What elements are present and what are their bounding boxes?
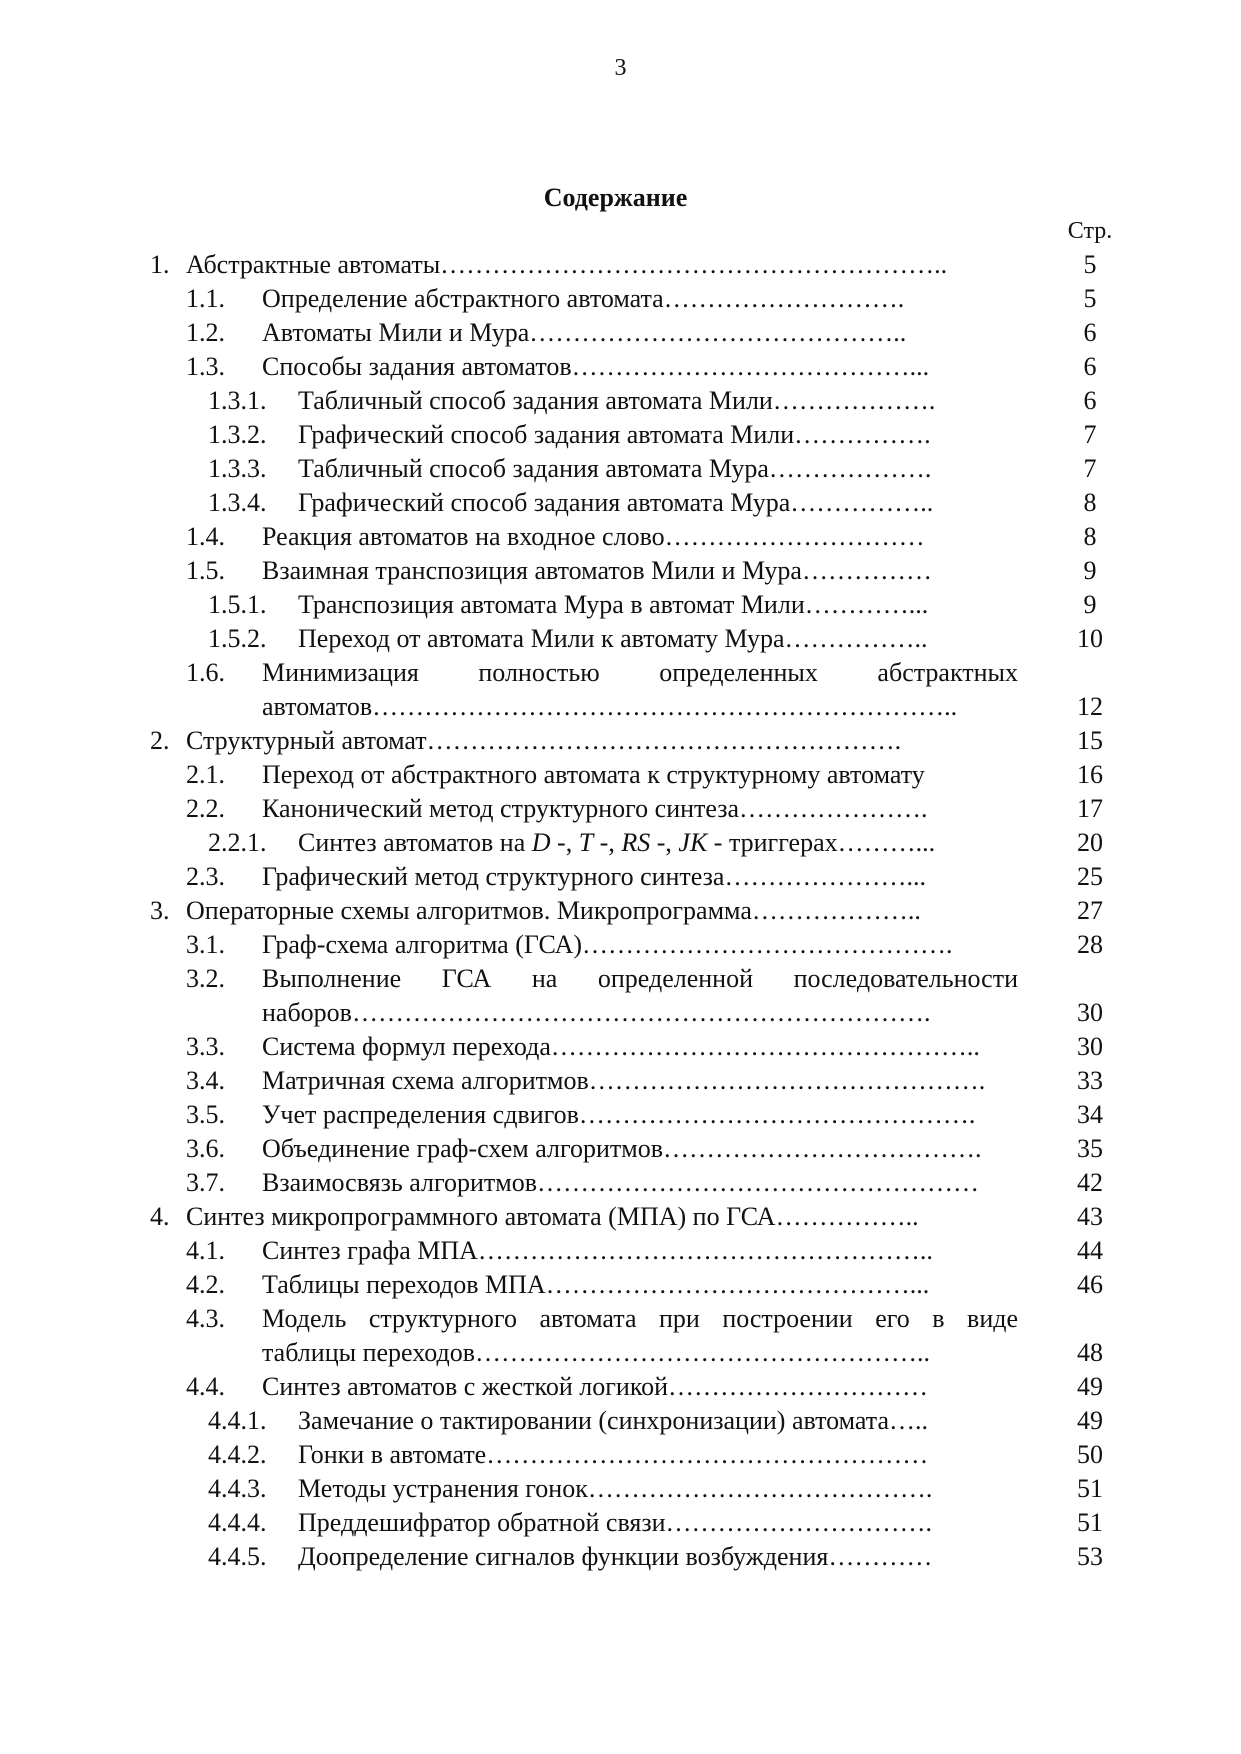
entry-title: Графический способ задания автомата Мили……………. <box>298 420 931 449</box>
entry-number: 4.4.1. <box>208 1406 267 1435</box>
entry-number: 4.4.3. <box>208 1474 267 1503</box>
toc-entry[interactable] <box>0 826 1241 860</box>
entry-title-line-2: таблицы переходов…………………………………………….. <box>262 1338 930 1367</box>
toc-entry[interactable] <box>0 350 1241 384</box>
entry-page: 5 <box>1083 250 1097 279</box>
page-title <box>0 183 1241 213</box>
entry-number: 4.4.4. <box>208 1508 267 1537</box>
entry-number: 1.3.1. <box>208 386 267 415</box>
entry-page: 7 <box>1083 420 1097 449</box>
entry-title <box>262 962 1018 1030</box>
toc-entry[interactable] <box>0 1506 1241 1540</box>
entry-page: 6 <box>1083 386 1097 415</box>
entry-title: Транспозиция автомата Мура в автомат Мили…………... <box>298 590 929 619</box>
entry-page: 27 <box>1077 896 1103 925</box>
title-text: Содержание <box>543 183 688 212</box>
toc-entry[interactable] <box>0 928 1241 962</box>
entry-number: 3.5. <box>186 1100 225 1129</box>
entry-number: 2.1. <box>186 760 225 789</box>
entry-page: 28 <box>1077 930 1103 959</box>
toc-entry[interactable] <box>0 1064 1241 1098</box>
entry-page: 30 <box>1077 1032 1103 1061</box>
entry-page: 30 <box>1077 998 1103 1027</box>
toc-entry[interactable] <box>0 962 1241 1030</box>
entry-page: 8 <box>1083 488 1097 517</box>
toc-entry[interactable] <box>0 894 1241 928</box>
entry-title: Переход от абстрактного автомата к структурному автомату <box>262 760 925 789</box>
toc-entry[interactable] <box>0 792 1241 826</box>
entry-title-line-2: автоматов………………………………………………………….. <box>262 692 958 721</box>
entry-page: 43 <box>1077 1202 1103 1231</box>
entry-number: 2.3. <box>186 862 225 891</box>
entry-page: 6 <box>1083 352 1097 381</box>
entry-number: 1.1. <box>186 284 225 313</box>
entry-title: Автоматы Мили и Мура…………………………………….. <box>262 318 907 347</box>
entry-title: Граф-схема алгоритма (ГСА)……………………………………. <box>262 930 953 959</box>
entry-title: Матричная схема алгоритмов………………………………………. <box>262 1066 986 1095</box>
entry-title: Структурный автомат………………………………………………. <box>186 726 902 755</box>
entry-number: 1. <box>150 250 170 279</box>
page-column-header: Стр. <box>1067 218 1113 244</box>
entry-number: 4.4.5. <box>208 1542 267 1571</box>
toc-entry[interactable] <box>0 1030 1241 1064</box>
entry-page: 8 <box>1083 522 1097 551</box>
toc-entry[interactable] <box>0 1166 1241 1200</box>
entry-page: 51 <box>1077 1508 1103 1537</box>
entry-title: Преддешифратор обратной связи…………………………. <box>298 1508 933 1537</box>
entry-page: 51 <box>1077 1474 1103 1503</box>
entry-page: 35 <box>1077 1134 1103 1163</box>
toc-entry[interactable] <box>0 1234 1241 1268</box>
toc-entry[interactable] <box>0 724 1241 758</box>
toc-entry[interactable] <box>0 554 1241 588</box>
entry-title: Реакция автоматов на входное слово………………………… <box>262 522 925 551</box>
entry-title-line-1: Выполнение ГСА на определенной последовательности <box>262 964 1018 993</box>
toc-entry[interactable] <box>0 520 1241 554</box>
entry-number: 4.1. <box>186 1236 225 1265</box>
entry-number: 3.3. <box>186 1032 225 1061</box>
entry-number: 2.2. <box>186 794 225 823</box>
entry-page: 16 <box>1077 760 1103 789</box>
entry-title: Взаимная транспозиция автоматов Мили и Мура…………… <box>262 556 932 585</box>
entry-number: 3.1. <box>186 930 225 959</box>
entry-number: 4. <box>150 1202 170 1231</box>
toc-entry[interactable] <box>0 758 1241 792</box>
toc-entry[interactable] <box>0 282 1241 316</box>
entry-number: 1.3.4. <box>208 488 267 517</box>
toc-entry[interactable] <box>0 1370 1241 1404</box>
entry-page: 34 <box>1077 1100 1103 1129</box>
entry-page: 53 <box>1077 1542 1103 1571</box>
toc-entry[interactable] <box>0 1200 1241 1234</box>
entry-page: 46 <box>1077 1270 1103 1299</box>
toc-entry[interactable] <box>0 1404 1241 1438</box>
entry-number: 3.2. <box>186 964 225 993</box>
entry-title: Табличный способ задания автомата Мили………………. <box>298 386 936 415</box>
entry-page: 50 <box>1077 1440 1103 1469</box>
entry-title: Учет распределения сдвигов………………………………………. <box>262 1100 976 1129</box>
entry-number: 2.2.1. <box>208 828 267 857</box>
entry-page: 7 <box>1083 454 1097 483</box>
toc-entry[interactable] <box>0 1098 1241 1132</box>
toc-entry[interactable] <box>0 860 1241 894</box>
entry-title: Операторные схемы алгоритмов. Микропрограмма……………….. <box>186 896 921 925</box>
entry-number: 1.5.2. <box>208 624 267 653</box>
entry-page: 9 <box>1083 590 1097 619</box>
toc-entry[interactable] <box>0 622 1241 656</box>
entry-number: 1.4. <box>186 522 225 551</box>
entry-title: Графический способ задания автомата Мура…………….. <box>298 488 934 517</box>
entry-title-line-1: Минимизация полностью определенных абстрактных <box>262 658 1018 687</box>
entry-title: Определение абстрактного автомата………………………. <box>262 284 905 313</box>
table-of-contents <box>0 248 1241 1574</box>
entry-title: Доопределение сигналов функции возбуждения………… <box>298 1542 933 1571</box>
entry-number: 4.2. <box>186 1270 225 1299</box>
entry-page: 10 <box>1077 624 1103 653</box>
entry-number: 3.7. <box>186 1168 225 1197</box>
entry-title-line-1: Модель структурного автомата при построении его в виде <box>262 1304 1018 1333</box>
toc-entry[interactable] <box>0 656 1241 724</box>
entry-page: 49 <box>1077 1406 1103 1435</box>
toc-entry[interactable] <box>0 1540 1241 1574</box>
entry-number: 1.3.3. <box>208 454 267 483</box>
entry-page: 9 <box>1083 556 1097 585</box>
entry-page: 44 <box>1077 1236 1103 1265</box>
entry-number: 1.5. <box>186 556 225 585</box>
entry-number: 1.3.2. <box>208 420 267 449</box>
entry-title: Гонки в автомате…………………………………………… <box>298 1440 929 1469</box>
entry-title: Замечание о тактировании (синхронизации) автомата….. <box>298 1406 929 1435</box>
entry-number: 4.4. <box>186 1372 225 1401</box>
entry-page: 6 <box>1083 318 1097 347</box>
entry-title: Объединение граф-схем алгоритмов………………………………. <box>262 1134 982 1163</box>
toc-entry[interactable] <box>0 1302 1241 1370</box>
entry-number: 1.3. <box>186 352 225 381</box>
toc-entry[interactable] <box>0 486 1241 520</box>
entry-title: Синтез микропрограммного автомата (МПА) по ГСА…………….. <box>186 1202 919 1231</box>
page-number: 3 <box>614 55 627 81</box>
entry-title: Синтез автоматов на D -, T -, RS -, JK - триггерах………... <box>298 828 936 857</box>
entry-number: 3. <box>150 896 170 925</box>
toc-entry[interactable] <box>0 418 1241 452</box>
entry-title <box>262 656 1018 724</box>
entry-title-line-2: наборов…………………………………………………………. <box>262 998 931 1027</box>
entry-page: 20 <box>1077 828 1103 857</box>
entry-page: 15 <box>1077 726 1103 755</box>
entry-number: 1.5.1. <box>208 590 267 619</box>
entry-page: 5 <box>1083 284 1097 313</box>
toc-entry[interactable] <box>0 1438 1241 1472</box>
entry-title: Система формул перехода………………………………………….. <box>262 1032 980 1061</box>
entry-page: 25 <box>1077 862 1103 891</box>
entry-number: 1.6. <box>186 658 225 687</box>
entry-title: Взаимосвязь алгоритмов…………………………………………… <box>262 1168 979 1197</box>
entry-title: Абстрактные автоматы………………………………………………….. <box>186 250 948 279</box>
entry-page: 12 <box>1077 692 1103 721</box>
entry-title: Переход от автомата Мили к автомату Мура…………….. <box>298 624 928 653</box>
entry-page: 42 <box>1077 1168 1103 1197</box>
entry-title: Синтез автоматов с жесткой логикой………………………… <box>262 1372 929 1401</box>
entry-page: 33 <box>1077 1066 1103 1095</box>
entry-number: 2. <box>150 726 170 755</box>
toc-entry[interactable] <box>0 1132 1241 1166</box>
entry-title <box>262 1302 1018 1370</box>
entry-page: 48 <box>1077 1338 1103 1367</box>
entry-page: 17 <box>1077 794 1103 823</box>
entry-title: Канонический метод структурного синтеза…………………. <box>262 794 928 823</box>
entry-number: 3.6. <box>186 1134 225 1163</box>
entry-number: 3.4. <box>186 1066 225 1095</box>
entry-title: Синтез графа МПА…………………………………………….. <box>262 1236 933 1265</box>
toc-entry[interactable] <box>0 316 1241 350</box>
toc-entry[interactable] <box>0 384 1241 418</box>
entry-number: 4.4.2. <box>208 1440 267 1469</box>
entry-title: Табличный способ задания автомата Мура………………. <box>298 454 932 483</box>
toc-entry[interactable] <box>0 588 1241 622</box>
entry-number: 4.3. <box>186 1304 225 1333</box>
toc-entry[interactable] <box>0 1268 1241 1302</box>
entry-page: 49 <box>1077 1372 1103 1401</box>
entry-number: 1.2. <box>186 318 225 347</box>
entry-title: Способы задания автоматов…………………………………... <box>262 352 930 381</box>
toc-entry[interactable] <box>0 1472 1241 1506</box>
entry-title: Таблицы переходов МПА……………………………………... <box>262 1270 930 1299</box>
entry-title: Методы устранения гонок…………………………………. <box>298 1474 933 1503</box>
toc-entry[interactable] <box>0 248 1241 282</box>
toc-entry[interactable] <box>0 452 1241 486</box>
entry-title: Графический метод структурного синтеза…………………... <box>262 862 926 891</box>
